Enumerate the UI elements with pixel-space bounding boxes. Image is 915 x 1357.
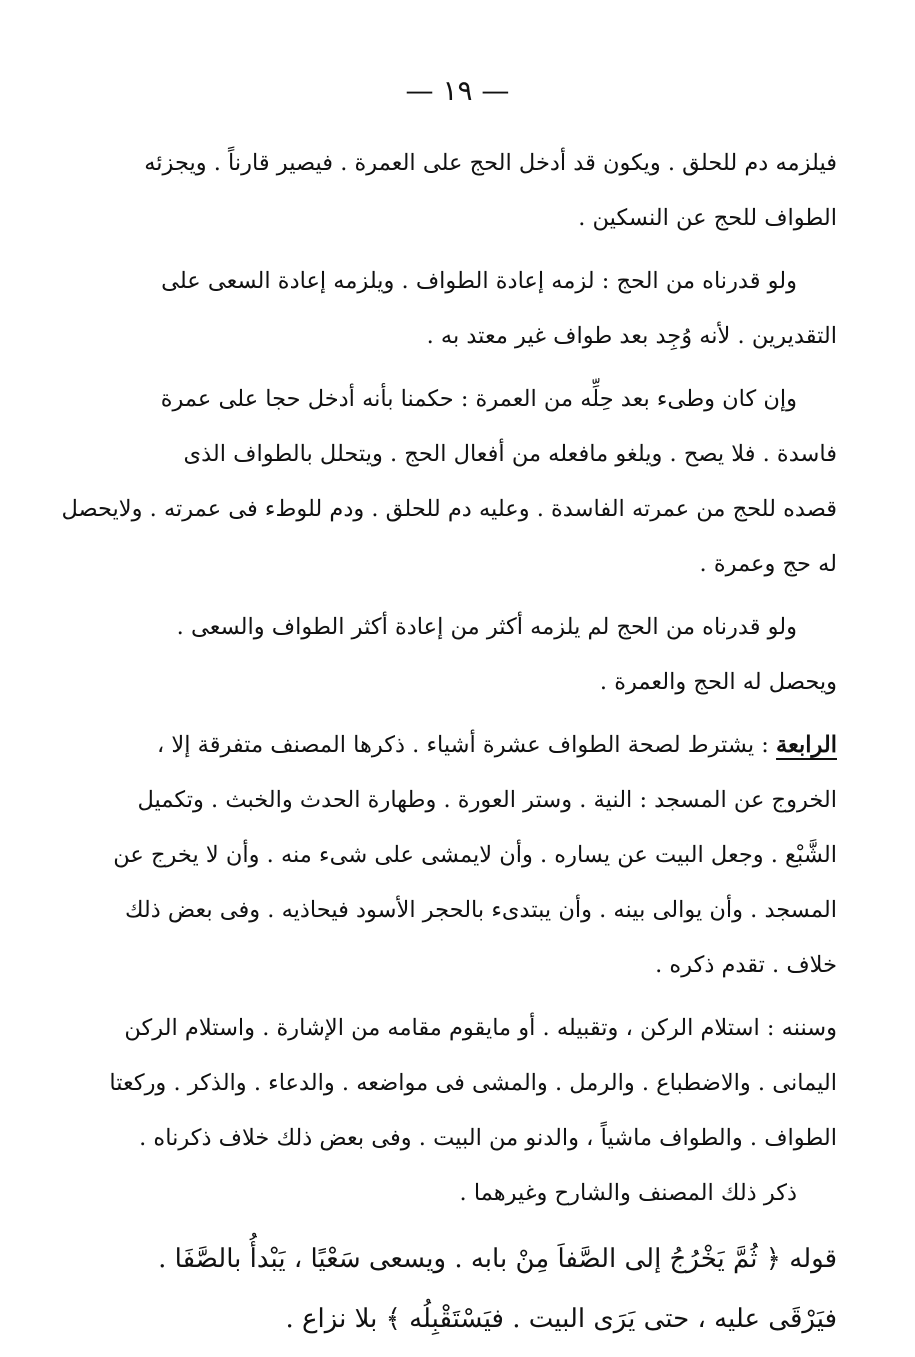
text-line: قوله ﴿ ثُمَّ يَخْرُجُ إلى الصَّفاَ مِنْ بابه . ويسعى سَعْيًا ، يَبْدأُ بالصَّفَا . bbox=[158, 1244, 837, 1274]
text-line: الطواف . والطواف ماشياً ، والدنو من البيت . وفى بعض ذلك خلاف ذكرناه . bbox=[139, 1125, 837, 1151]
paragraph-6 bbox=[109, 1001, 837, 1221]
text-line: اليمانى . والاضطباع . والرمل . والمشى فى مواضعه . والدعاء . والذكر . وركعتا bbox=[109, 1070, 837, 1096]
text-line: الخروج عن المسجد : النية . وستر العورة . وطهارة الحدث والخبث . وتكميل bbox=[137, 787, 837, 813]
paragraph-3 bbox=[61, 372, 837, 592]
page-body bbox=[61, 136, 837, 1357]
text-line: الشَّبْع . وجعل البيت عن يساره . وأن لايمشى على شىء منه . وأن لا يخرج عن bbox=[113, 842, 837, 868]
section-heading: الرابعة bbox=[776, 732, 837, 758]
text-line: ولو قدرناه من الحج : لزمه إعادة الطواف . ويلزمه إعادة السعى على bbox=[161, 268, 797, 294]
text-line: ويحصل له الحج والعمرة . bbox=[599, 669, 837, 695]
text-line: فيَرْقَى عليه ، حتى يَرَى البيت . فيَسْتَقْبِلُه ﴾ بلا نزاع . bbox=[285, 1304, 837, 1334]
text-line: ولو قدرناه من الحج لم يلزمه أكثر من إعادة أكثر الطواف والسعى . bbox=[176, 614, 797, 640]
text-line: وإن كان وطىء بعد حِلِّه من العمرة : حكمنا بأنه أدخل حجا على عمرة bbox=[160, 386, 797, 412]
paragraph-1 bbox=[144, 136, 837, 246]
paragraph-4 bbox=[178, 600, 837, 710]
text-line: قصده للحج من عمرته الفاسدة . وعليه دم للحلق . ودم للوطء فى عمرته . ولايحصل bbox=[61, 496, 837, 522]
text-line: الطواف للحج عن النسكين . bbox=[578, 205, 837, 231]
text-line: المسجد . وأن يوالى بينه . وأن يبتدىء بالحجر الأسود فيحاذيه . وفى بعض ذلك bbox=[124, 897, 837, 923]
text-line: وسننه : استلام الركن ، وتقبيله . أو مايقوم مقامه من الإشارة . واستلام الركن bbox=[124, 1015, 837, 1041]
text-line: خلاف . تقدم ذكره . bbox=[655, 952, 837, 978]
paragraph-7 bbox=[158, 1229, 837, 1349]
paragraph-2 bbox=[161, 254, 837, 364]
paragraph-5 bbox=[113, 718, 837, 993]
text-line: فاسدة . فلا يصح . ويلغو مافعله من أفعال الحج . ويتحلل بالطواف الذى bbox=[183, 441, 837, 467]
text-line: فيلزمه دم للحلق . ويكون قد أدخل الحج على العمرة . فيصير قارناً . ويجزئه bbox=[144, 150, 837, 176]
text-line: ذكر ذلك المصنف والشارح وغيرهما . bbox=[459, 1180, 797, 1206]
text-fragment: : يشترط لصحة الطواف عشرة أشياء . ذكرها المصنف متفرقة إلا ، bbox=[157, 732, 769, 758]
page-number: — ١٩ — bbox=[405, 74, 510, 107]
text-line: التقديرين . لأنه وُجِد بعد طواف غير معتد به . bbox=[426, 323, 837, 349]
text-line bbox=[157, 718, 837, 773]
text-line: له حج وعمرة . bbox=[699, 551, 837, 577]
